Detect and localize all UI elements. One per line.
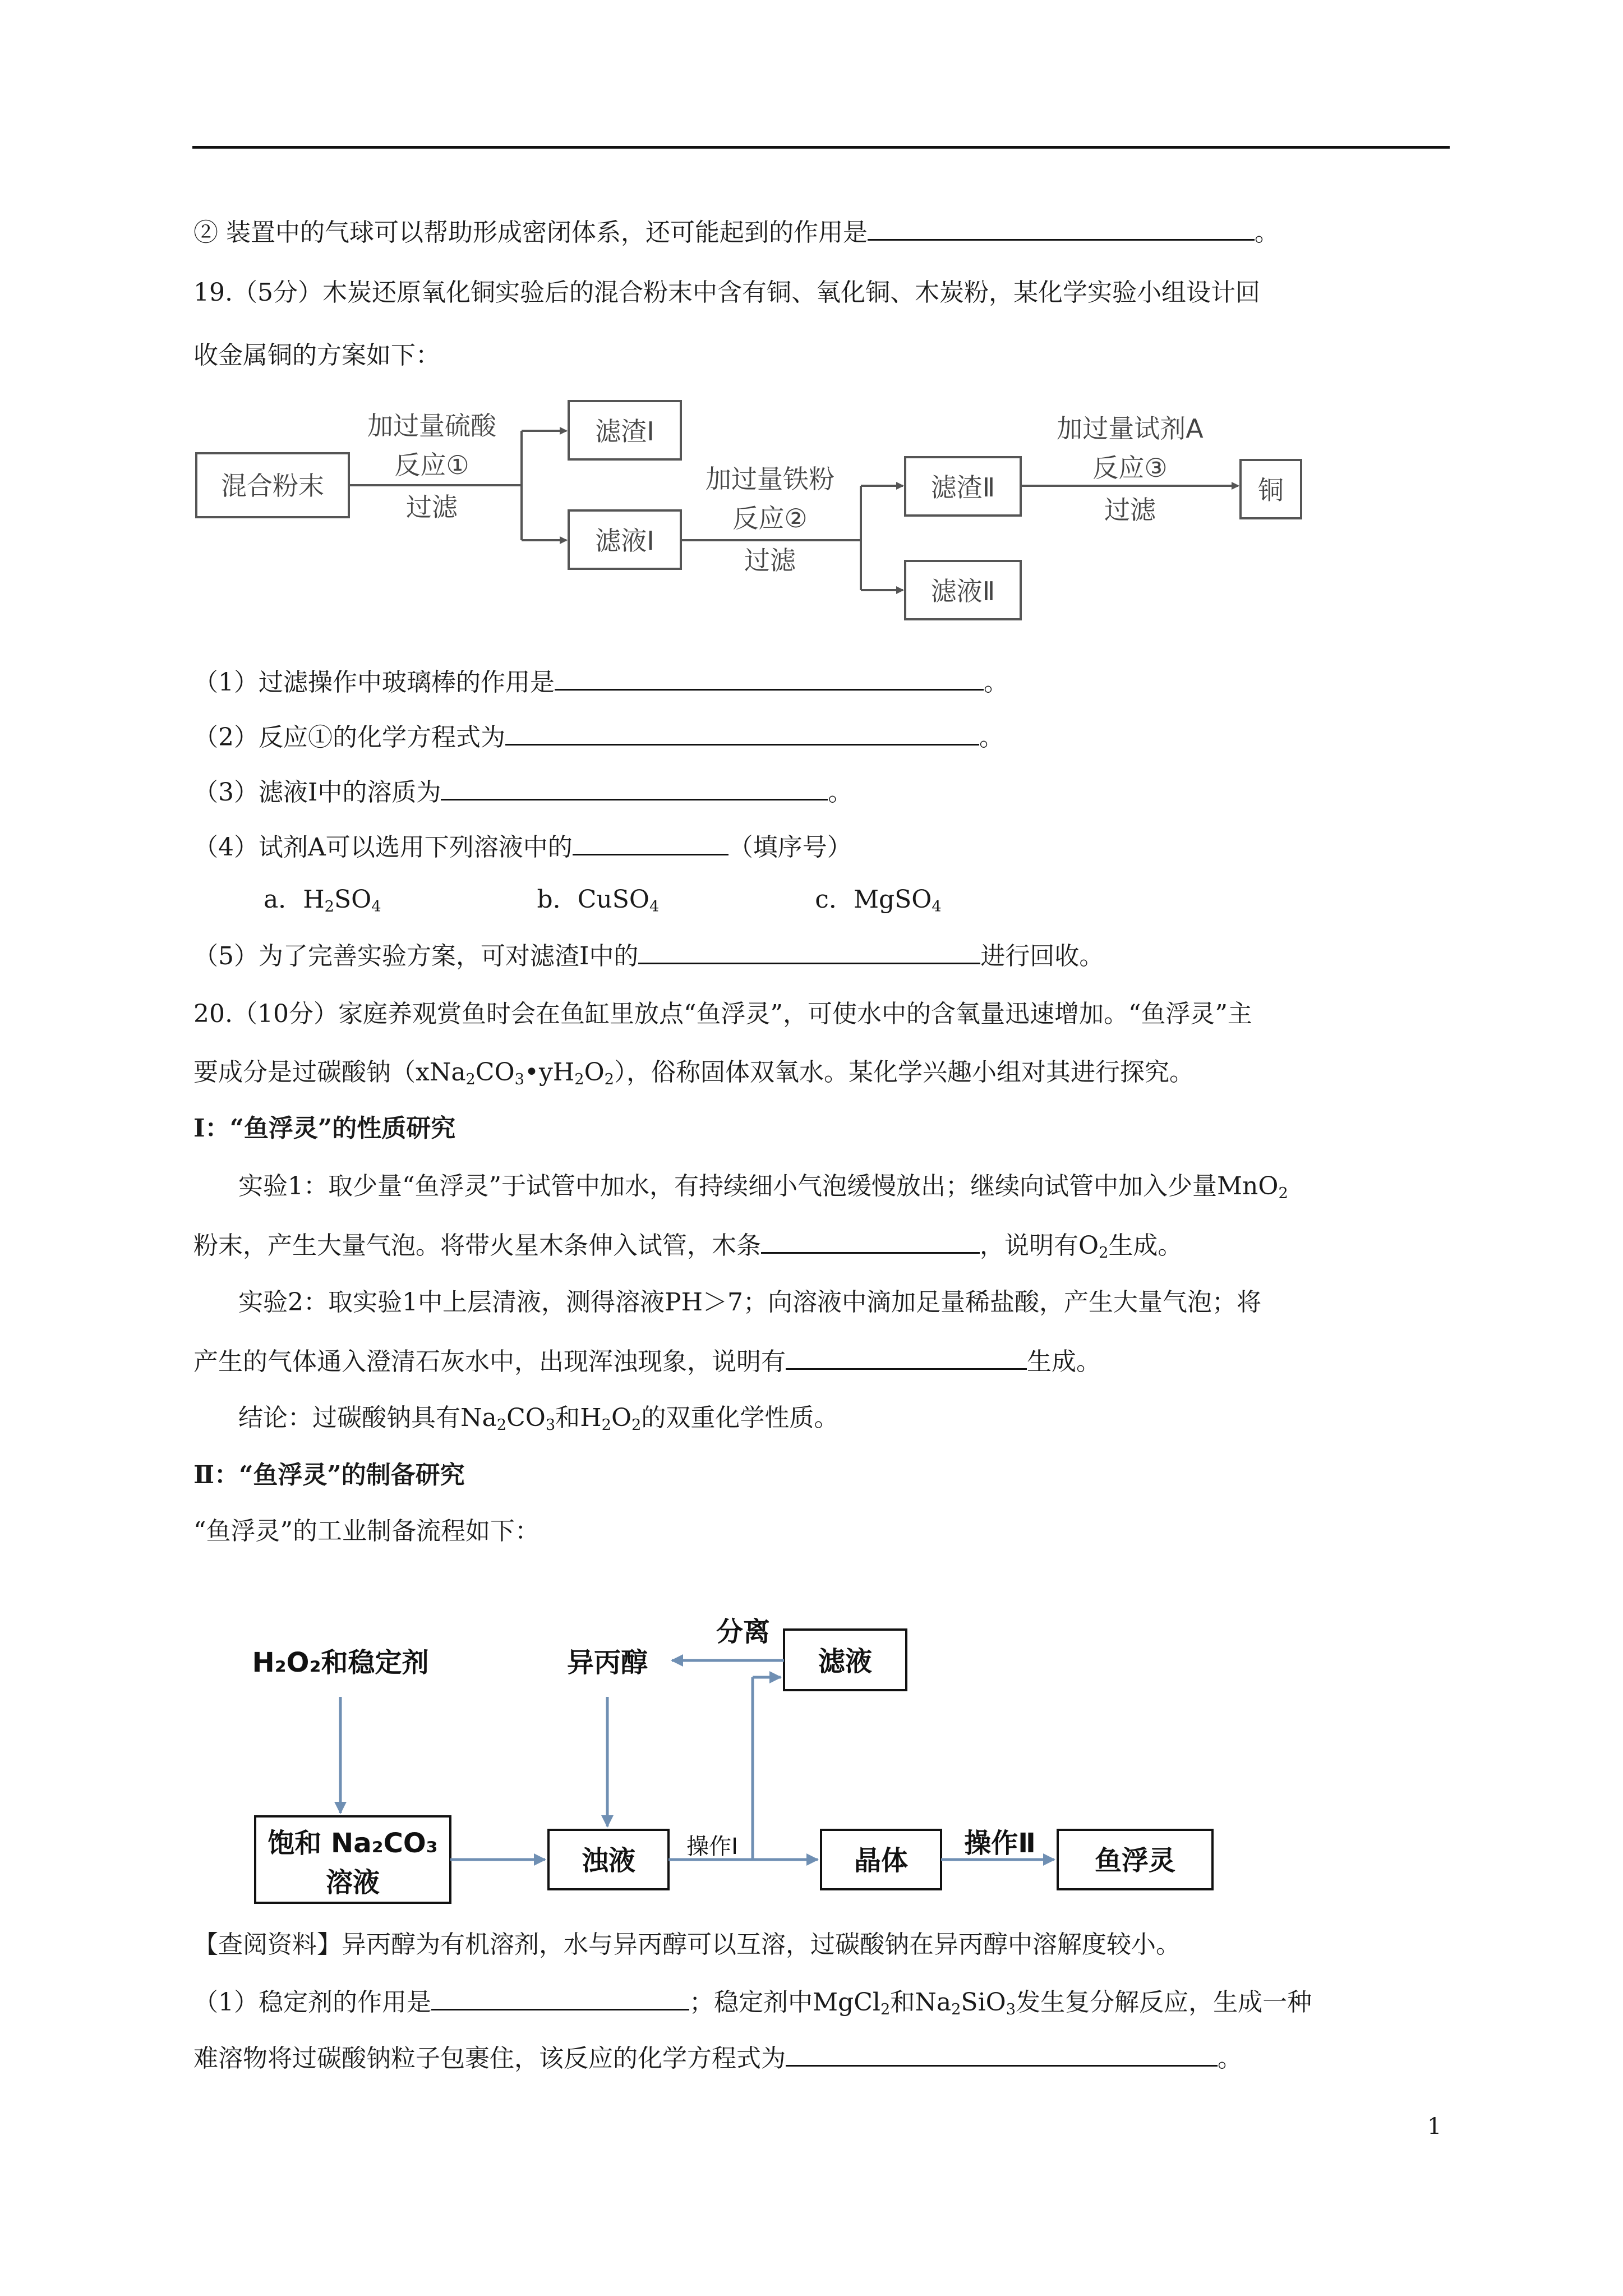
flow-residue1: 滤渣Ⅰ xyxy=(595,416,654,447)
q20-sub1-line-2: 难溶物将过碳酸钠粒子包裹住，该反应的化学方程式为 。 xyxy=(193,2040,1242,2076)
q20-exp2-line-1: 实验2：取实验1中上层清液，测得溶液PH＞7；向溶液中滴加足量稀盐酸，产生大量气泡；将 xyxy=(238,1288,1261,1317)
flow2-op2: 操作Ⅱ xyxy=(964,1828,1036,1859)
flow2-op1: 操作Ⅰ xyxy=(686,1834,738,1860)
flow2-filtrate: 滤液 xyxy=(818,1646,873,1677)
flow2-turbid: 浊液 xyxy=(581,1845,636,1876)
q20-conclusion: 结论：过碳酸钠具有$Na_2CO_3$和$H_2O_2$的双重化学性质。 xyxy=(238,1404,839,1434)
flow-step3-line1: 加过量试剂A xyxy=(1057,413,1204,444)
page-number: 1 xyxy=(1427,2114,1442,2139)
flow-start: 混合粉末 xyxy=(221,471,324,501)
q19-sub2: （2）反应①的化学方程式为 。 xyxy=(193,719,1004,754)
flow-product: 铜 xyxy=(1258,475,1284,505)
option-a: a．$H_2SO_4$ xyxy=(264,885,381,915)
answer-blank[interactable] xyxy=(786,1343,1027,1370)
answer-blank[interactable] xyxy=(761,1227,980,1254)
q20-intro-line-1: 20.（10分）家庭养观赏鱼时会在鱼缸里放点“鱼浮灵”，可使水中的含氧量迅速增加。“鱼浮灵”主 xyxy=(193,1000,1252,1028)
flow-residue2: 滤渣Ⅱ xyxy=(930,472,995,503)
answer-blank[interactable] xyxy=(638,938,980,964)
flow2-ipa: 异丙醇 xyxy=(566,1647,648,1678)
flow-step2-line1: 加过量铁粉 xyxy=(706,464,834,494)
q19-intro-line-2: 收金属铜的方案如下： xyxy=(193,341,440,370)
flow-step1-line2: 反应① xyxy=(394,450,469,480)
q19-sub1: （1）过滤操作中玻璃棒的作用是 。 xyxy=(193,664,1008,700)
q19-sub5: （5）为了完善实验方案，可对滤渣Ⅰ中的 进行回收。 xyxy=(193,938,1104,973)
answer-blank[interactable] xyxy=(441,774,828,800)
q18-item-2: ② 装置中的气球可以帮助形成密闭体系，还可能起到的作用是 。 xyxy=(193,214,1279,250)
flow2-sep: 分离 xyxy=(716,1616,771,1648)
flow2-product: 鱼浮灵 xyxy=(1094,1845,1176,1876)
flow2-saturated-line2: 溶液 xyxy=(325,1867,380,1898)
q20-reference: 【查阅资料】异丙醇为有机溶剂，水与异丙醇可以互溶，过碳酸钠在异丙醇中溶解度较小。 xyxy=(193,1930,1181,1959)
flow-step2-line2: 反应② xyxy=(732,503,808,533)
q19-intro-line-1: 19.（5分）木炭还原氧化铜实验后的混合粉末中含有铜、氧化铜、木炭粉，某化学实验小组设计回 xyxy=(193,278,1260,307)
flow2-crystal: 晶体 xyxy=(854,1845,909,1876)
answer-blank[interactable] xyxy=(431,1984,689,2010)
flow2-saturated-line1: 饱和 Na₂CO₃ xyxy=(268,1828,438,1859)
flow2-h2o2: H₂O₂和稳定剂 xyxy=(252,1647,429,1678)
answer-blank[interactable] xyxy=(573,829,728,855)
q20-exp1-line-2: 粉末，产生大量气泡。将带火星木条伸入试管，木条 ，说明有$O_2$生成。 xyxy=(193,1227,1182,1270)
answer-blank[interactable] xyxy=(555,664,984,691)
q19-sub3: （3）滤液Ⅰ中的溶质为 。 xyxy=(193,774,852,809)
q20-section-2-title: Ⅱ：“鱼浮灵”的制备研究 xyxy=(193,1461,465,1489)
q20-exp2-line-2: 产生的气体通入澄清石灰水中，出现浑浊现象，说明有 生成。 xyxy=(193,1343,1101,1379)
flow-step1-line1: 加过量硫酸 xyxy=(367,411,496,441)
flow-filtrate2: 滤液Ⅱ xyxy=(930,576,995,606)
flow-step1-line3: 过滤 xyxy=(406,492,458,522)
option-c: c．MgSO$_4$ xyxy=(815,885,942,915)
q20-flow-intro: “鱼浮灵”的工业制备流程如下： xyxy=(193,1517,540,1545)
flow-filtrate1: 滤液Ⅰ xyxy=(595,526,654,556)
q20-sub1-line-1: （1）稳定剂的作用是 ；稳定剂中MgCl$_2$和$Na_2SiO_3$发生复分解反应，生成一种 xyxy=(193,1984,1312,2027)
flow-step2-line3: 过滤 xyxy=(744,545,796,576)
q20-exp1-line-1: 实验1：取少量“鱼浮灵”于试管中加水，有持续细小气泡缓慢放出；继续向试管中加入少量MnO$_2$ xyxy=(238,1172,1288,1202)
q20-intro-line-2: 要成分是过碳酸钠$(xNa_2CO_3•yH_2O_2)$，俗称固体双氧水。某化学兴趣小组对其进行探究。 xyxy=(193,1058,1194,1088)
flow-step3-line3: 过滤 xyxy=(1104,495,1156,525)
option-b: b．CuSO$_4$ xyxy=(537,885,660,915)
q19-options xyxy=(264,883,942,924)
q19-sub4: （4）试剂A可以选用下列溶液中的 （填序号） xyxy=(193,829,852,864)
flow-step3-line2: 反应③ xyxy=(1092,453,1168,483)
q20-section-1-title: Ⅰ：“鱼浮灵”的性质研究 xyxy=(193,1114,456,1143)
answer-blank[interactable] xyxy=(505,719,979,746)
answer-blank[interactable] xyxy=(786,2040,1218,2067)
